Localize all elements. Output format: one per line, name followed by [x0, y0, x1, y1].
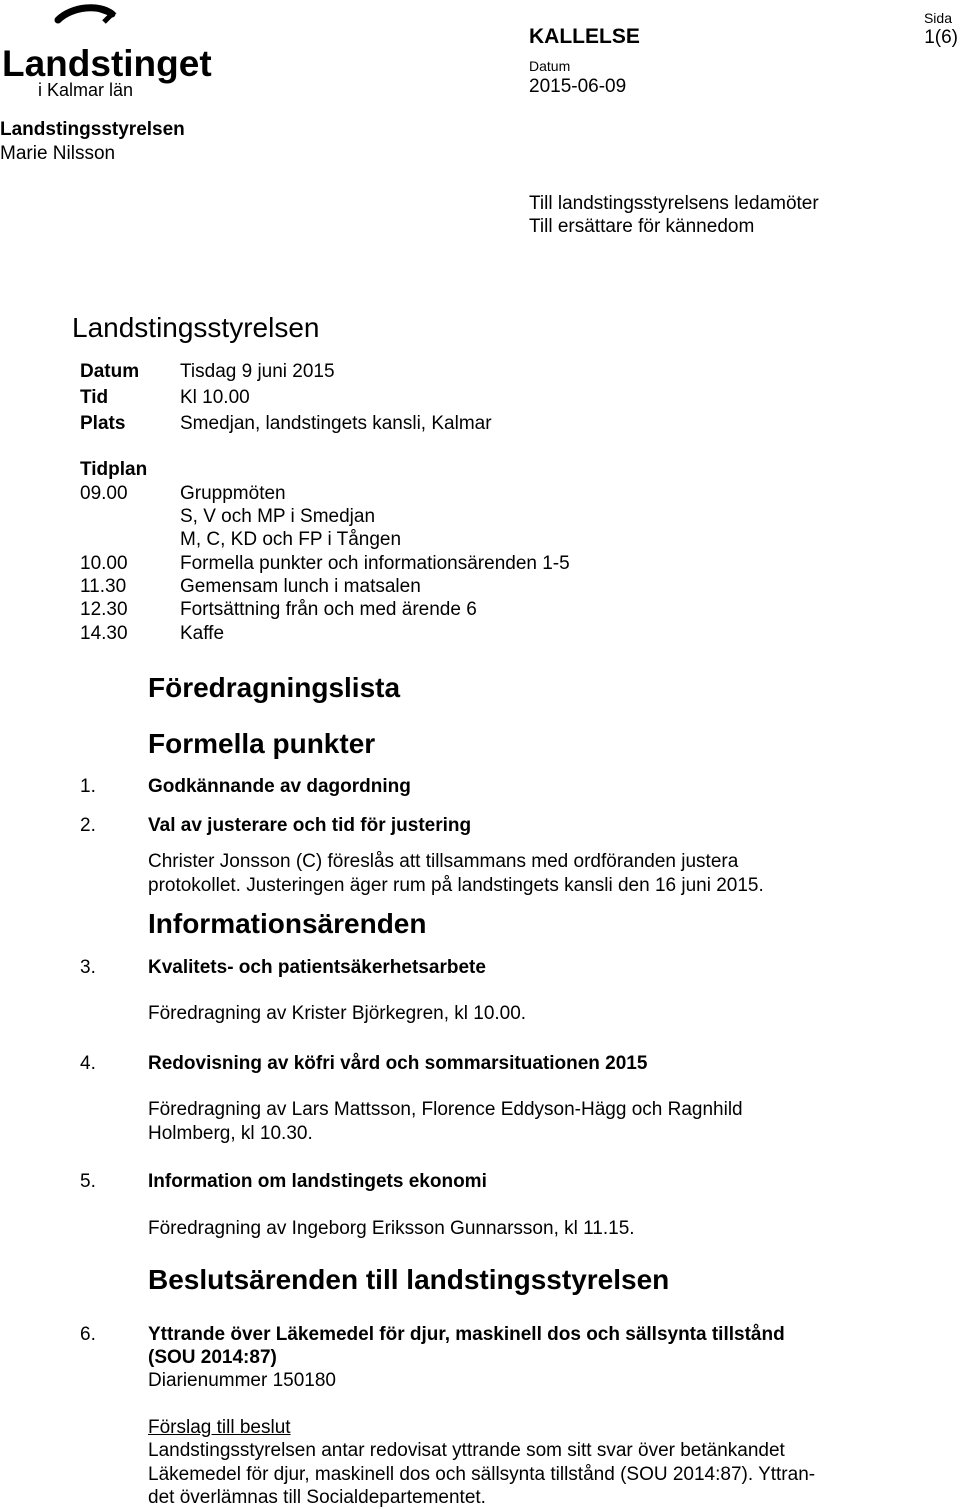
proposal-text: det överlämnas till Socialdepartementet.	[148, 1487, 486, 1508]
diary-number: Diarienummer 150180	[148, 1370, 336, 1391]
landstinget-logo	[0, 0, 212, 100]
item-number: 1.	[80, 776, 96, 797]
agenda-title: Föredragningslista	[148, 672, 401, 703]
meeting-date-value: Tisdag 9 juni 2015	[180, 361, 335, 382]
schedule-text: Gruppmöten	[180, 483, 286, 504]
schedule-time: 10.00	[80, 553, 128, 574]
item-title-continued: (SOU 2014:87)	[148, 1347, 277, 1368]
section-formal: Formella punkter	[148, 728, 376, 759]
document-type: KALLELSE	[529, 25, 640, 48]
proposal-text: Läkemedel för djur, maskinell dos och sällsynta tillstånd (SOU 2014:87). Yttran-	[148, 1464, 816, 1485]
schedule-time: 09.00	[80, 483, 128, 504]
item-number: 3.	[80, 957, 96, 978]
item-body: Föredragning av Krister Björkegren, kl 10.00.	[148, 1003, 527, 1024]
proposal-label: Förslag till beslut	[148, 1417, 291, 1438]
schedule-text: Gemensam lunch i matsalen	[180, 576, 421, 597]
item-body: Föredragning av Lars Mattsson, Florence Eddyson-Hägg och Ragnhild	[148, 1099, 743, 1120]
logo-mark-icon	[0, 0, 212, 100]
item-title: Redovisning av köfri vård och sommarsituationen 2015	[148, 1053, 648, 1074]
item-number: 4.	[80, 1053, 96, 1074]
meeting-date-label: Datum	[80, 361, 140, 382]
item-title: Val av justerare och tid för justering	[148, 815, 472, 836]
logo-wordmark: Landstinget	[2, 43, 212, 84]
page-label: Sida	[923, 10, 952, 26]
schedule-text: Formella punkter och informationsärenden 1-5	[180, 553, 570, 574]
recipient-line: Till landstingsstyrelsens ledamöter	[529, 193, 819, 214]
schedule-text: Fortsättning från och med ärende 6	[180, 599, 477, 620]
page-number: 1(6)	[924, 27, 958, 48]
schedule-time: 12.30	[80, 599, 128, 620]
sender-person: Marie Nilsson	[0, 143, 116, 164]
schedule-time: 11.30	[80, 576, 127, 597]
item-title: Godkännande av dagordning	[148, 776, 411, 797]
item-body: Föredragning av Ingeborg Eriksson Gunnarsson, kl 11.15.	[148, 1218, 635, 1239]
schedule-heading: Tidplan	[80, 459, 148, 480]
meeting-place-label: Plats	[80, 413, 126, 434]
meeting-place-value: Smedjan, landstingets kansli, Kalmar	[180, 413, 492, 434]
logo-subtitle: i Kalmar län	[38, 80, 134, 100]
item-title: Information om landstingets ekonomi	[148, 1171, 487, 1192]
meeting-time-label: Tid	[80, 387, 109, 408]
proposal-text: Landstingsstyrelsen antar redovisat yttrande som sitt svar över betänkandet	[148, 1440, 785, 1461]
item-number: 6.	[80, 1324, 96, 1345]
document-date: 2015-06-09	[529, 76, 627, 97]
item-number: 5.	[80, 1171, 96, 1192]
item-body: Christer Jonsson (C) föreslås att tillsammans med ordföranden justera	[148, 851, 739, 872]
item-title: Kvalitets- och patientsäkerhetsarbete	[148, 957, 486, 978]
item-body: Holmberg, kl 10.30.	[148, 1123, 313, 1144]
meeting-title: Landstingsstyrelsen	[72, 312, 320, 343]
schedule-time: 14.30	[80, 623, 128, 644]
schedule-text: M, C, KD och FP i Tången	[180, 529, 402, 550]
item-title: Yttrande över Läkemedel för djur, maskinell dos och sällsynta tillstånd	[148, 1324, 785, 1345]
section-info: Informationsärenden	[148, 908, 427, 939]
sender-org: Landstingsstyrelsen	[0, 119, 185, 140]
section-decision: Beslutsärenden till landstingsstyrelsen	[148, 1264, 670, 1295]
schedule-text: Kaffe	[180, 623, 225, 644]
item-body: protokollet. Justeringen äger rum på landstingets kansli den 16 juni 2015.	[148, 875, 764, 896]
schedule-text: S, V och MP i Smedjan	[180, 506, 376, 527]
recipient-line: Till ersättare för kännedom	[529, 216, 755, 237]
meeting-time-value: Kl 10.00	[180, 387, 250, 408]
date-label: Datum	[529, 58, 571, 74]
item-number: 2.	[80, 815, 96, 836]
